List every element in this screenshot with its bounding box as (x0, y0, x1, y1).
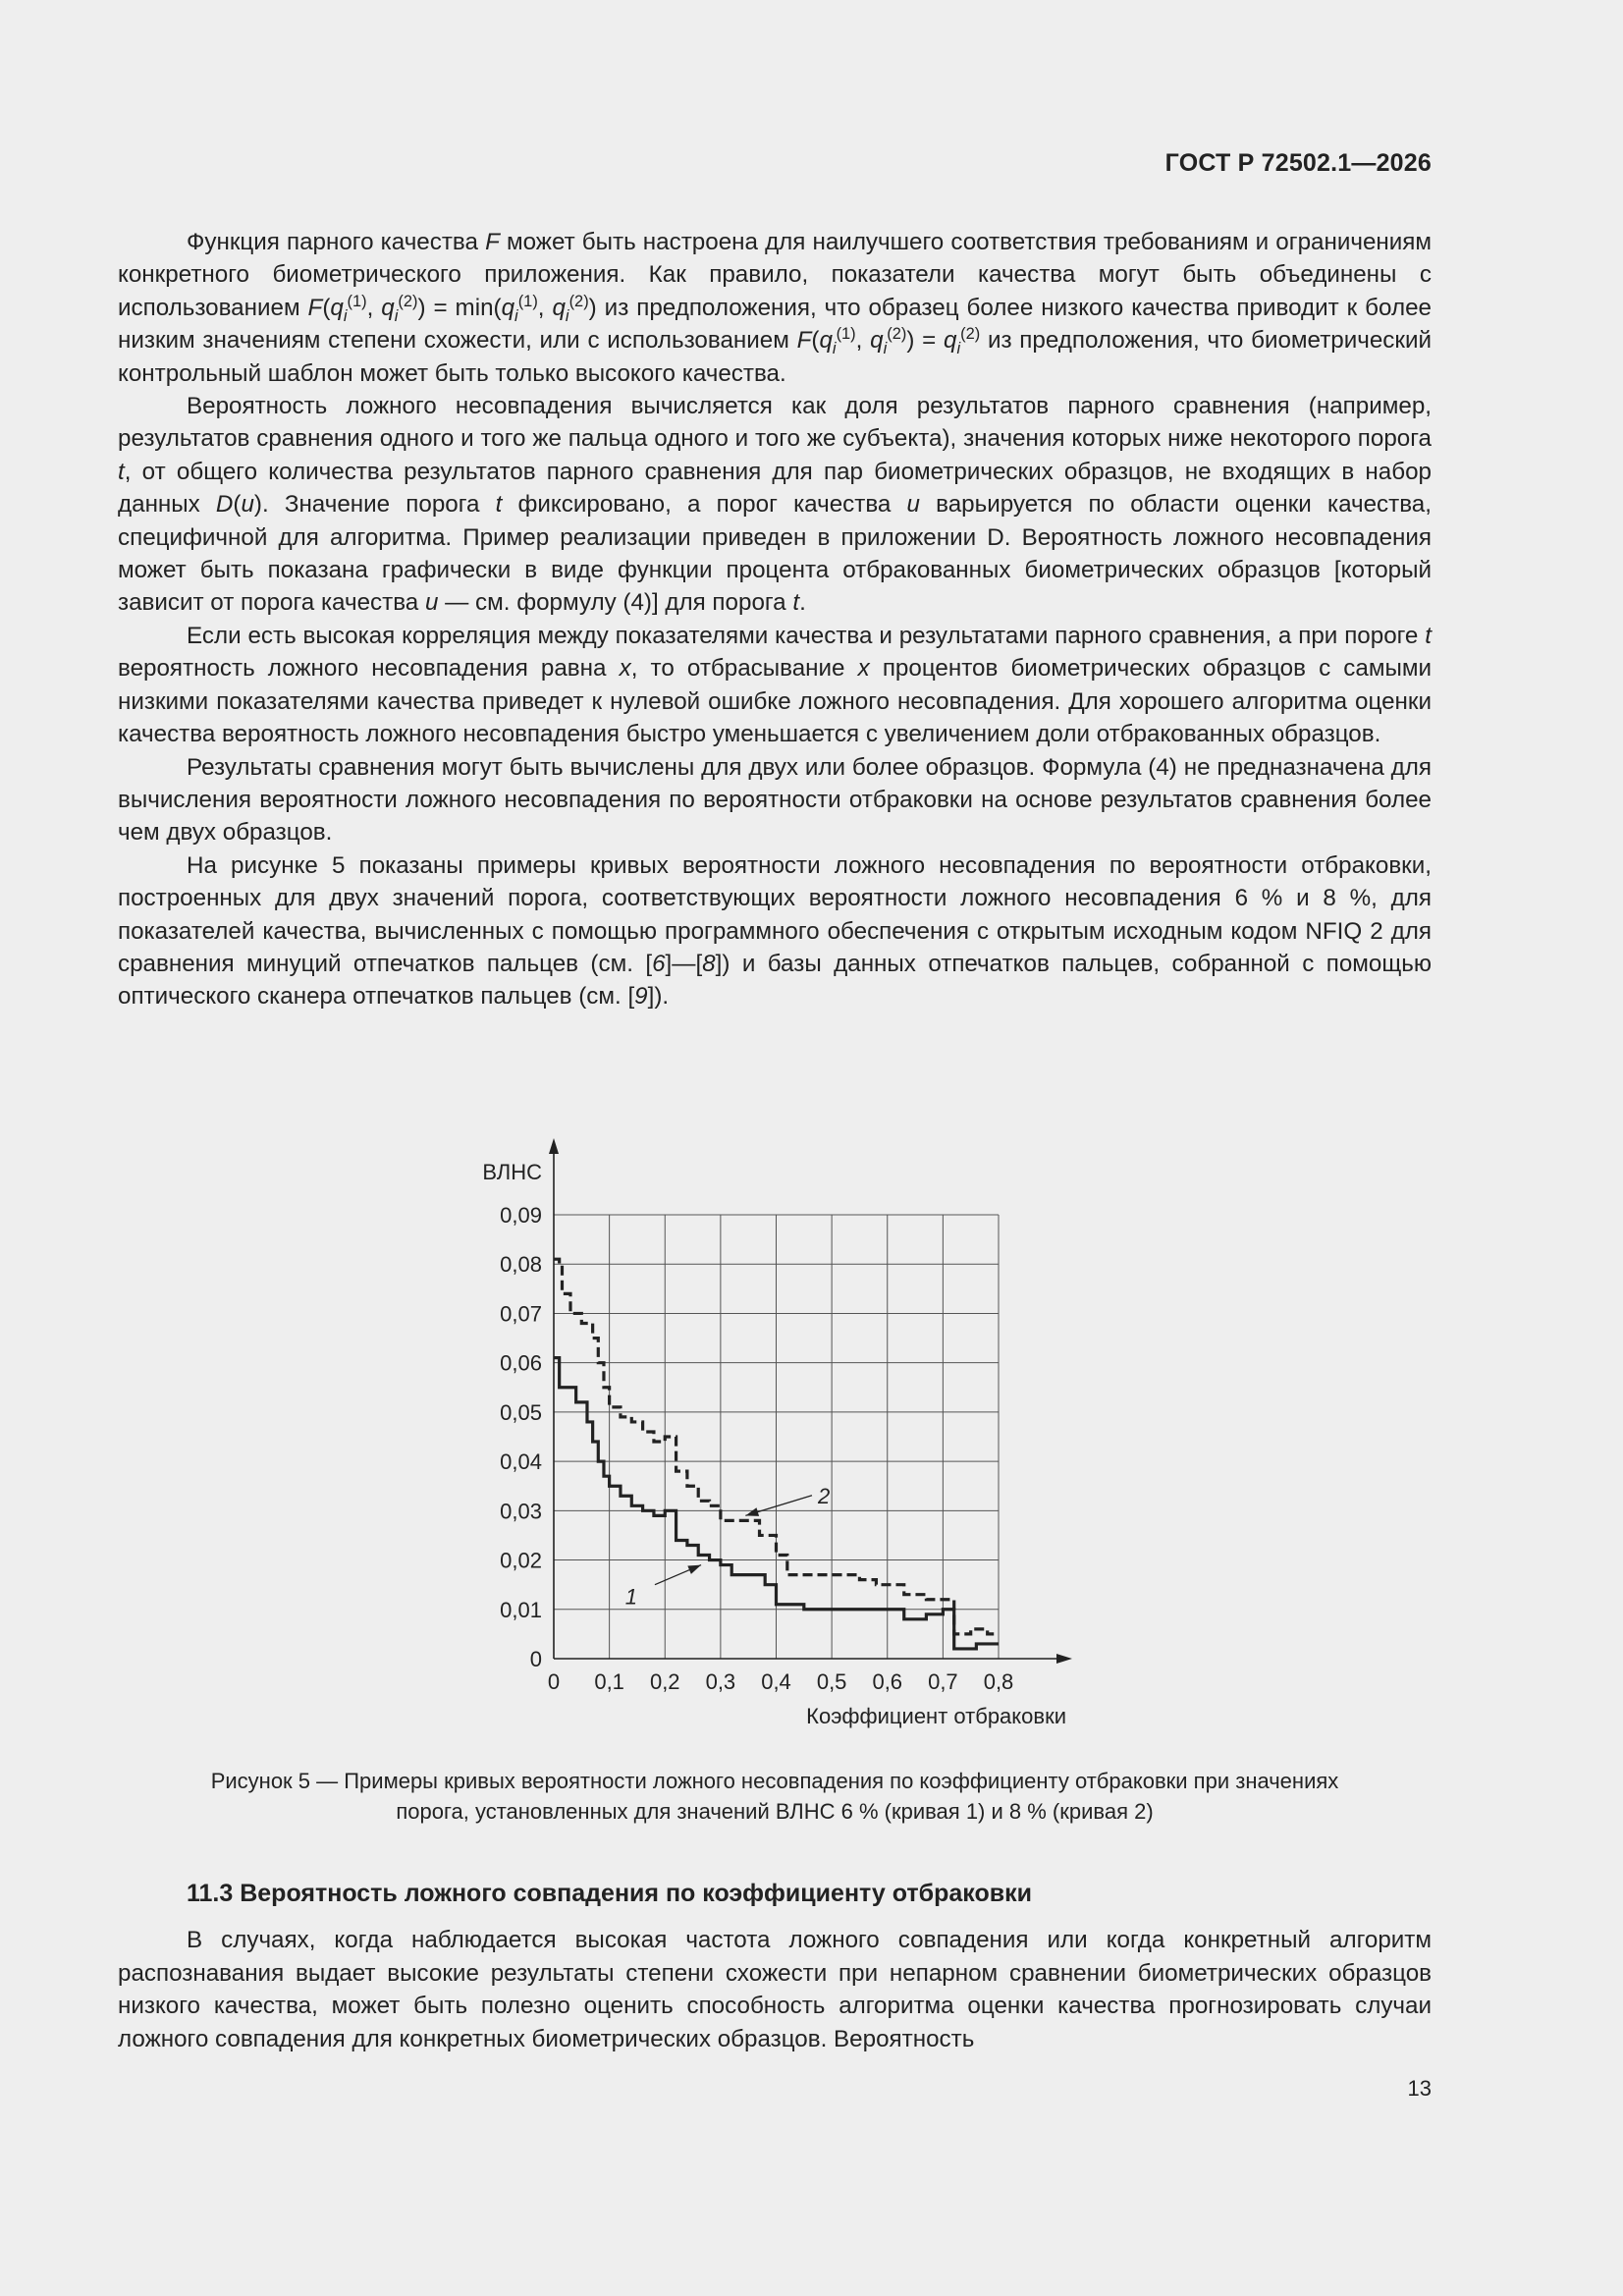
x-tick-label: 0,8 (983, 1669, 1014, 1694)
annotation-arrowhead (745, 1507, 759, 1516)
page-number: 13 (1407, 2076, 1432, 2101)
x-tick-label: 0,2 (649, 1669, 680, 1694)
paragraph-4: Результаты сравнения могут быть вычислены для двух или более образцов. Формула (4) не предназначена для вычисления вероятности ложного несовпадения по вероятности отбраковки на основе результатов сравнения более чем двух образцов. (118, 753, 1432, 847)
annotation-arrowhead (687, 1565, 701, 1574)
x-tick-label: 0,7 (928, 1669, 958, 1694)
x-axis-label: Коэффициент отбраковки (806, 1704, 1066, 1728)
x-tick-label: 0,3 (705, 1669, 736, 1694)
paragraph-2: Вероятность ложного несовпадения вычисляется как доля результатов парного сравнения (например, результатов сравнения одного и того же пальца одного и того же субъекта), значения которых ниже некоторого порога t, от общего количества результатов парного сравнения для пар биометрических образцов, не входящих в набор данных D(u). Значение порога t фиксировано, а порог качества u варьируется по области оценки качества, специфичной для алгоритма. Пример реализации приведен в приложении D. Вероятность ложного несовпадения может быть показана графически в виде функции процента отбракованных биометрических образцов [который зависит от порога качества u — см. формулу (4)] для порога t. (118, 393, 1432, 617)
body-text (118, 226, 1432, 1013)
document-id: ГОСТ Р 72502.1—2026 (1164, 149, 1432, 177)
section-title: 11.3 Вероятность ложного совпадения по коэффициенту отбраковки (187, 1880, 1032, 1907)
y-tick-label: 0,01 (500, 1597, 542, 1622)
paragraph-1: Функция парного качества F может быть настроена для наилучшего соответствия требованиям и ограничениям конкретного биометрического приложения. Как правило, показатели качества могут быть объединены с использованием $F(q_i^{(1)}$, $q_i^{(2)}) = \min(q_i^{(1)}$, $q_i^{(2)}$) из предположения, что образец более низкого качества приводит к более низким значениям степени схожести, или с использованием $F(q_i^{(1)}$, $q_i^{(2)}) = q_i^{(2)}$ из предположения, что биометрический контрольный шаблон может быть только высокого качества. (118, 229, 1432, 387)
curve-label-1: 1 (624, 1584, 637, 1610)
y-tick-label: 0,07 (500, 1301, 542, 1327)
y-tick-label: 0,09 (500, 1203, 542, 1228)
curve-label-2: 2 (817, 1483, 831, 1508)
y-tick-label: 0,06 (500, 1350, 542, 1376)
section-11-3 (118, 1878, 1432, 2055)
x-tick-label: 0,6 (872, 1669, 903, 1694)
y-tick-label: 0,02 (500, 1548, 542, 1573)
section-paragraph: В случаях, когда наблюдается высокая частота ложного совпадения или когда конкретный алгоритм распознавания выдает высокие результаты степени схожести при непарном сравнении биометрических образцов низкого качества, может быть полезно оценить способность алгоритма оценки качества прогнозировать случаи ложного совпадения для конкретных биометрических образцов. Вероятность (118, 1927, 1432, 2052)
y-tick-label: 0,08 (500, 1252, 542, 1278)
y-axis-arrow (549, 1138, 559, 1154)
paragraph-3: Если есть высокая корреляция между показателями качества и результатами парного сравнения, а при пороге t вероятность ложного несовпадения равна x, то отбрасывание x процентов биометрических образцов с самыми низкими показателями качества приведет к нулевой ошибке ложного несовпадения. Для хорошего алгоритма оценки качества вероятность ложного несовпадения быстро уменьшается с увеличением доли отбракованных образцов. (118, 622, 1432, 748)
caption-line-2: порога, установленных для значений ВЛНС 6 % (кривая 1) и 8 % (кривая 2) (396, 1799, 1154, 1824)
figure-5-chart (452, 1134, 1100, 1738)
x-tick-label: 0 (547, 1669, 561, 1694)
y-tick-label: 0,04 (500, 1449, 542, 1475)
x-tick-label: 0,4 (761, 1669, 791, 1694)
x-tick-label: 0,5 (816, 1669, 847, 1694)
figure-caption (118, 1766, 1432, 1827)
caption-line-1: Рисунок 5 — Примеры кривых вероятности ложного несовпадения по коэффициенту отбраковки при значениях (210, 1769, 1339, 1793)
y-tick-label: 0 (529, 1647, 542, 1671)
x-axis-arrow (1056, 1654, 1072, 1664)
y-tick-label: 0,05 (500, 1399, 542, 1425)
x-tick-label: 0,1 (594, 1669, 624, 1694)
y-axis-label: ВЛНС (482, 1160, 542, 1184)
y-tick-label: 0,03 (500, 1499, 542, 1524)
paragraph-5: На рисунке 5 показаны примеры кривых вероятности ложного несовпадения по вероятности отбраковки, построенных для двух значений порога, соответствующих вероятности ложного несовпадения 6 % и 8 %, для показателей качества, вычисленных с помощью программного обеспечения с открытым исходным кодом NFIQ 2 для сравнения минуций отпечатков пальцев (см. [6]—[8]) и базы данных отпечатков пальцев, собранной с помощью оптического сканера отпечатков пальцев (см. [9]). (118, 851, 1432, 1011)
chart-svg (452, 1134, 1100, 1738)
